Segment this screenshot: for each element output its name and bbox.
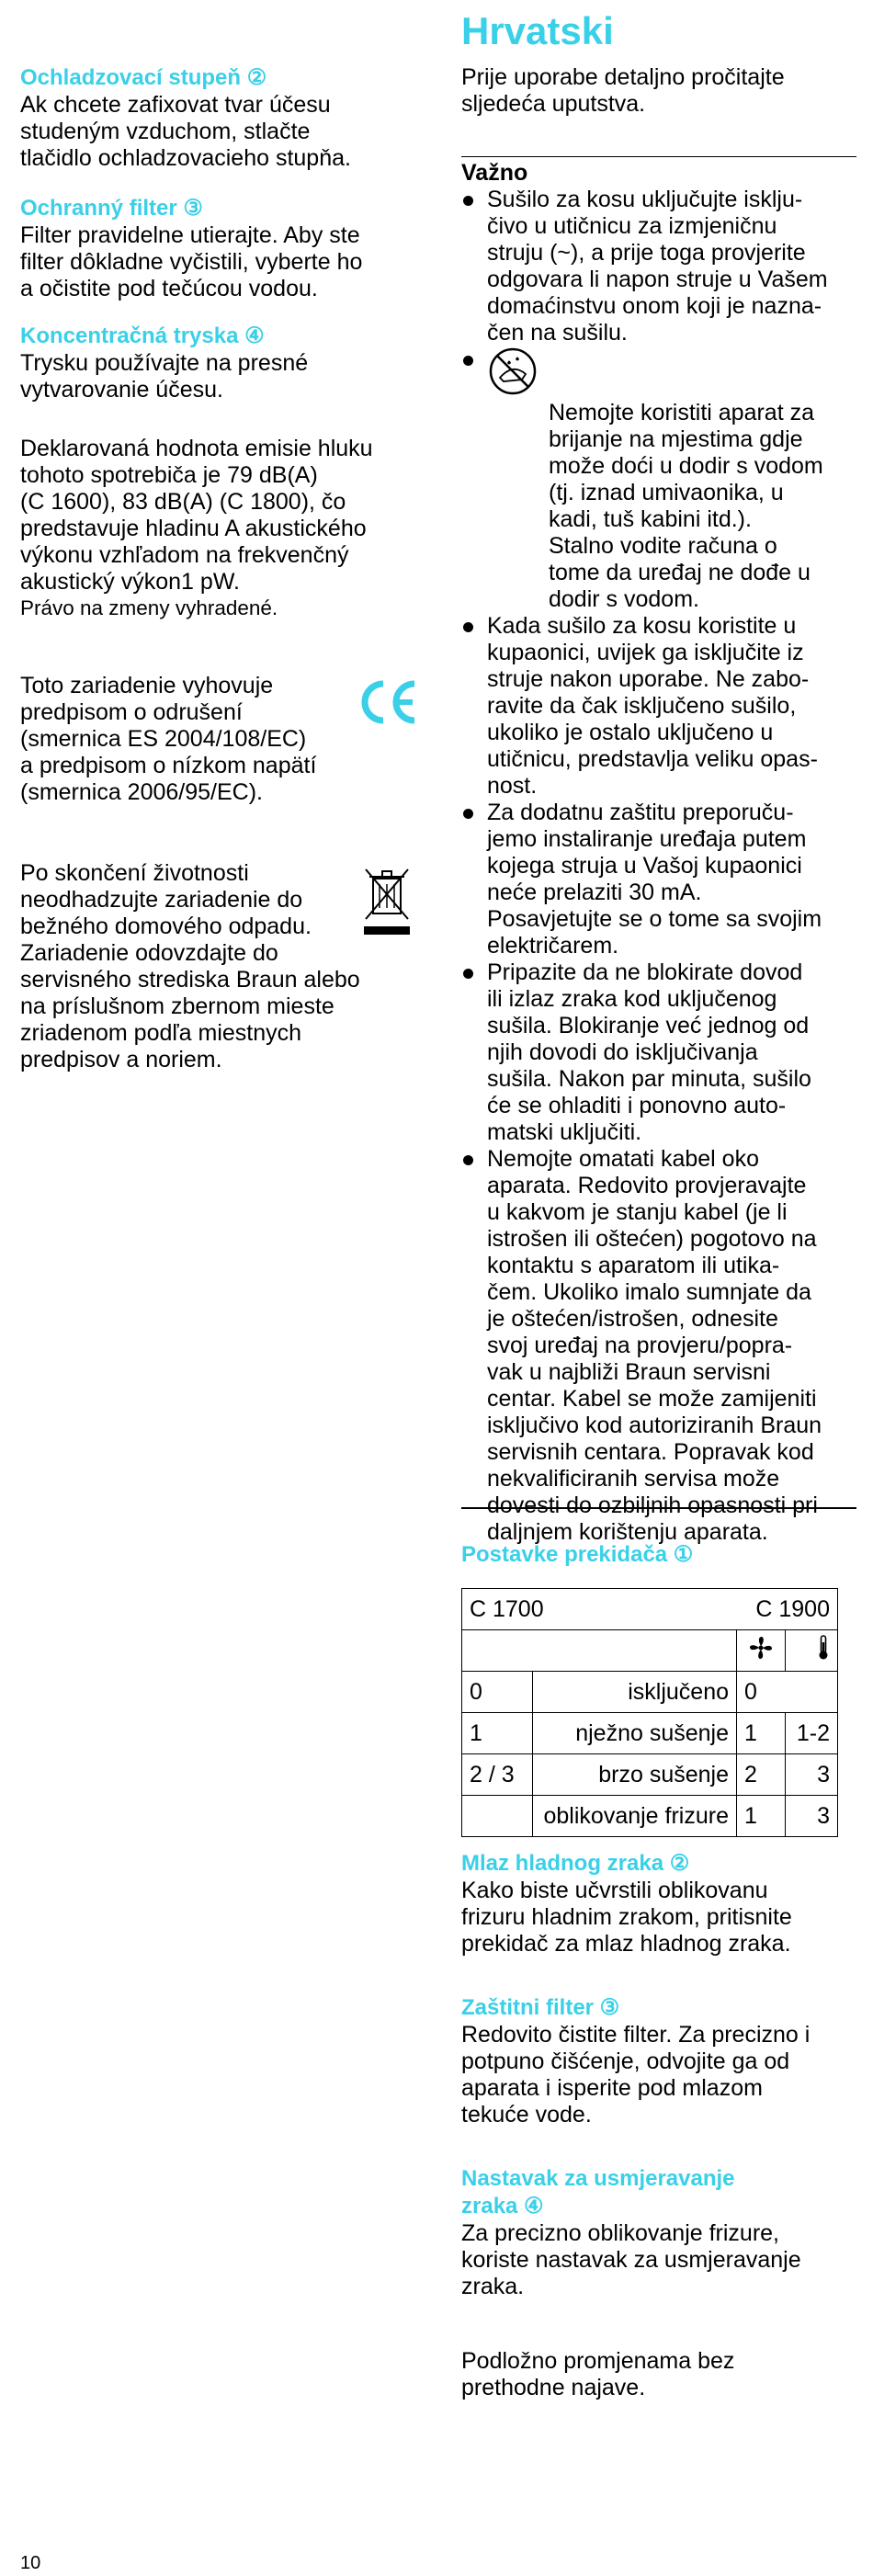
table-row: oblikovanje frizure 1 3 bbox=[462, 1796, 838, 1837]
section-heading: Ochladzovací stupeň ② bbox=[20, 65, 267, 90]
section-text: Trysku používajte na presné vytvarovanie účesu. bbox=[20, 350, 309, 403]
section-heading: Nastavak za usmjeravanje zraka ④ bbox=[461, 2166, 735, 2219]
nozzle-section bbox=[20, 323, 425, 403]
section-text: Redovito čistite filter. Za precizno i potpuno čišćenje, odvojite ga od aparata i isperite pod mlazom tekuće vode. bbox=[461, 2022, 811, 2128]
list-item: Nemojte koristiti aparat za brijanje na mjestima gdje može doći u dodir s vodom (tj. iznad umivaonika, u kadi, tuš kabini itd.). Stalno vodite računa o tome da uređaj ne dođe u dodir s vodom. bbox=[461, 346, 856, 613]
section-heading: Mlaz hladnog zraka ② bbox=[461, 1851, 690, 1876]
footer-note-section bbox=[461, 2348, 856, 2401]
noise-section bbox=[20, 436, 425, 621]
section-text: Za precizno oblikovanje frizure, koriste nastavak za usmjeravanje zraka. bbox=[461, 2220, 801, 2299]
filter-section bbox=[20, 195, 425, 302]
important-section bbox=[461, 160, 856, 187]
nozzle-section bbox=[461, 2165, 856, 2300]
list-item: Za dodatnu zaštitu preporuču- jemo instaliranje uređaja putem kojega struja u Vašoj kupaonici neće prelaziti 30 mA. Posavjetujte se o tome sa svojim električarem. bbox=[461, 800, 856, 959]
section-heading: Zaštitni filter ③ bbox=[461, 1995, 620, 2020]
crossed-bin-icon bbox=[362, 866, 414, 939]
model-a-label: C 1700 bbox=[462, 1589, 737, 1630]
intro-text: Prije uporabe detaljno pročitajte sljedeća uputstva. bbox=[461, 64, 785, 117]
cool-shot-section bbox=[461, 1850, 856, 1958]
no-water-warning-icon bbox=[487, 346, 544, 398]
cool-shot-section bbox=[20, 64, 425, 172]
ce-text: Toto zariadenie vyhovuje predpisom o odrušení (smernica ES 2004/108/EC) a predpisom o nízkom napätí (smernica 2006/95/EC). bbox=[20, 673, 317, 805]
safety-list bbox=[461, 187, 856, 1546]
noise-text: Deklarovaná hodnota emisie hluku tohoto spotrebiča je 79 dB(A) (C 1600), 83 dB(A) (C 1800), čo predstavuje hladinu A akustického výkonu vzhľadom na frekvenčný akustický výkon1 pW. bbox=[20, 436, 373, 595]
language-title: Hrvatski bbox=[461, 9, 614, 52]
filter-section bbox=[461, 1994, 856, 2128]
list-item: Nemojte omatati kabel oko aparata. Redovito provjeravajte u kakvom je stanju kabel (je li istrošen ili oštećen) pogotovo na kontaktu s aparatom ili utika- čem. Ukoliko imalo sumnjate da je oštećen/istrošen, odnesite svoj uređaj na provjeru/popra- vak u najbliži Braun servisni centar. Kabel se može zamijeniti isključivo kod autoriziranih Braun servisnih centara. Popravak kod nekvalificiranih servisa može dovesti do ozbiljnih opasnosti pri daljnjem korištenju aparata. bbox=[461, 1146, 856, 1546]
disposal-text: Po skončení životnosti neodhadzujte zariadenie do bežného domového odpadu. Zariadenie odovzdajte do servisného strediska Braun alebo na príslušnom zbernom mieste zriadenom podľa miestnych predpisov a noriem. bbox=[20, 860, 360, 1072]
divider bbox=[461, 1507, 856, 1509]
section-text: Kako biste učvrstili oblikovanu frizuru hladnim zrakom, pritisnite prekidač za mlaz hladnog zraka. bbox=[461, 1878, 792, 1957]
section-text: Ak chcete zafixovat tvar účesu studeným vzduchom, stlačte tlačidlo ochladzovacieho stupňa. bbox=[20, 92, 351, 171]
section-heading: Ochranný filter ③ bbox=[20, 196, 203, 221]
thermometer-icon bbox=[786, 1630, 838, 1672]
fan-icon bbox=[737, 1630, 786, 1672]
rights-reserved: Právo na zmeny vyhradené. bbox=[20, 596, 278, 619]
table-row: 1 nježno sušenje 1 1-2 bbox=[462, 1713, 838, 1754]
list-item: Kada sušilo za kosu koristite u kupaonici, uvijek ga isključite iz struje nakon uporabe. Ne zabo- ravite da čak isključeno sušilo, ukoliko je ostalo uključeno u utičnicu, predstavlja veliku opas- nost. bbox=[461, 613, 856, 800]
switch-settings-section bbox=[461, 1541, 856, 1569]
section-heading: Koncentračná tryska ④ bbox=[20, 323, 265, 348]
footer-note: Podložno promjenama bez prethodne najave. bbox=[461, 2348, 735, 2400]
switch-settings-table bbox=[461, 1588, 838, 1837]
list-item: Sušilo za kosu uključujte isklju- čivo u utičnicu za izmjeničnu struju (~), a prije toga provjerite odgovara li napon struje u Vašem domaćinstvu onom koji je nazna- čen na sušilu. bbox=[461, 187, 856, 346]
ce-mark-icon bbox=[356, 678, 422, 726]
intro-section bbox=[461, 64, 856, 118]
model-b-label: C 1900 bbox=[737, 1589, 838, 1630]
divider bbox=[461, 156, 856, 157]
table-row: 2 / 3 brzo sušenje 2 3 bbox=[462, 1754, 838, 1796]
important-heading: Važno bbox=[461, 160, 528, 186]
section-text: Filter pravidelne utierajte. Aby ste filter dôkladne vyčistili, vyberte ho a očistite pod tečúcou vodou. bbox=[20, 222, 363, 301]
table-row: 0 isključeno 0 bbox=[462, 1672, 838, 1713]
section-heading: Postavke prekidača ① bbox=[461, 1542, 694, 1567]
page-number: 10 bbox=[20, 2553, 41, 2573]
table-row bbox=[462, 1630, 838, 1672]
table-row bbox=[462, 1589, 838, 1630]
list-item: Pripazite da ne blokirate dovod ili izlaz zraka kod uključenog sušila. Blokiranje već jednog od njih dovodi do isključivanja sušila. Nakon par minuta, sušilo će se ohladiti i ponovno auto- matski uključiti. bbox=[461, 959, 856, 1146]
